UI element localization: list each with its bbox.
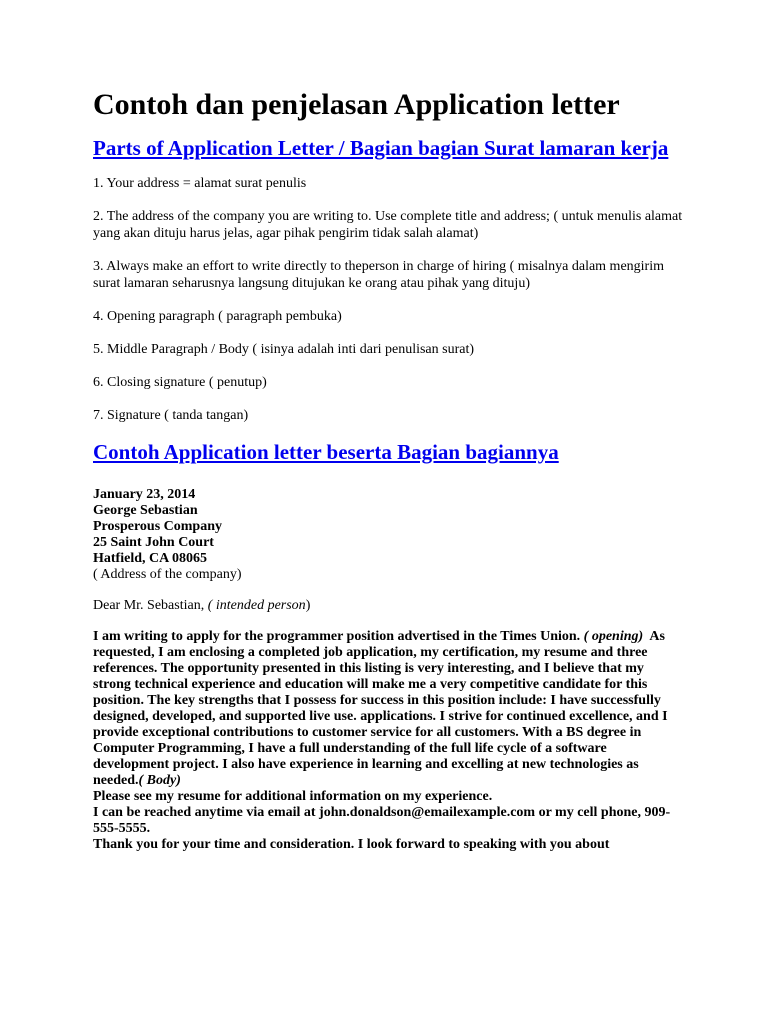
opening-label: ( opening) [583,629,644,644]
list-item: 1. Your address = alamat surat penulis [93,176,307,191]
list-item: 5. Middle Paragraph / Body ( isinya adalah inti dari penulisan surat) [93,342,475,357]
list-item: 4. Opening paragraph ( paragraph pembuka) [93,309,342,324]
body-label: ( Body) [138,773,181,788]
list-item: 7. Signature ( tanda tangan) [93,408,249,423]
paragraph-contact: I can be reached anytime via email at john.donaldson@emailexample.com or my cell phone, 909-555-5555. [93,805,671,836]
opening-text: I am writing to apply for the programmer position advertised in the Times Union. [93,629,581,644]
recipient-address [93,487,693,583]
list-item: 2. The address of the company you are writing to. Use complete title and address; ( untuk menulis alamat yang akan dituju harus jelas, agar pihak pengirim tidak salah alamat) [93,209,683,241]
recipient-street: 25 Saint John Court [93,535,214,550]
salutation-note-close: ) [305,598,311,613]
section-heading-parts[interactable]: Parts of Application Letter / Bagian bagian Surat lamaran kerja [93,136,669,160]
recipient-name: George Sebastian [93,503,198,518]
list-item: 6. Closing signature ( penutup) [93,375,267,390]
paragraph-closing: Thank you for your time and consideration. I look forward to speaking with you about [93,837,610,852]
salutation-note: ( intended person [207,598,306,613]
recipient-city: Hatfield, CA 08065 [93,551,207,566]
salutation [93,597,693,614]
section-heading-example[interactable]: Contoh Application letter beserta Bagian bagiannya [93,440,559,464]
letter-body [93,629,683,853]
page-title: Contoh dan penjelasan Application letter [93,88,620,121]
address-note: ( Address of the company) [93,567,242,582]
paragraph-resume: Please see my resume for additional information on my experience. [93,789,493,804]
body-text: As requested, I am enclosing a completed job application, my certification, my resume and three references. The opportunity presented in this listing is very interesting, and I believe that my strong technical experience and education will make me a very competitive candidate for this position. The key strengths that I possess for success in this position include: I have successfully designed, developed, and supported live use. applications. I strive for continued excellence, and I provide exceptional contributions to customer service for all customers. With a BS degree in Computer Programming, I have a full understanding of the full life cycle of a software development project. I also have experience in learning and excelling at new technologies as needed. [93,629,668,788]
list-item: 3. Always make an effort to write directly to theperson in charge of hiring ( misalnya dalam mengirim surat lamaran seharusnya langsung ditujukan ke orang atau pihak yang dituju) [93,259,664,291]
document-page [93,88,693,853]
salutation-text: Dear Mr. Sebastian, [93,598,205,613]
parts-list [93,175,693,424]
letter-date: January 23, 2014 [93,487,196,502]
recipient-company: Prosperous Company [93,519,223,534]
